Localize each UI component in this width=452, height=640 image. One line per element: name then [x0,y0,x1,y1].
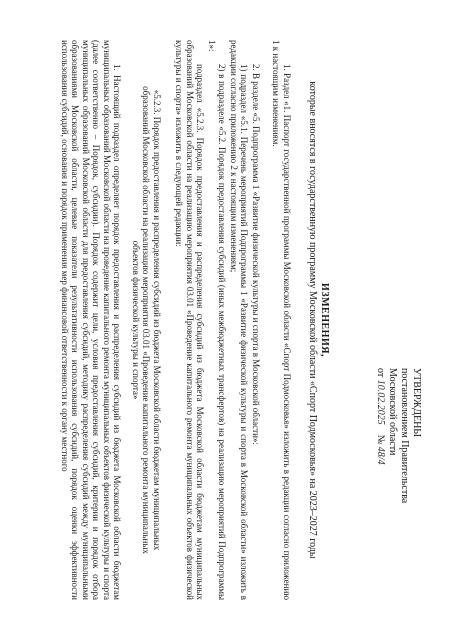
heading-subtitle: которые вносятся в государственную программу Московской области «Спорт Подмосковья» на 2023–2027 годы [307,81,318,559]
heading-title: ИЗМЕНЕНИЯ, [319,283,330,357]
approval-title: УТВЕРЖДЕНЫ [411,368,422,438]
approval-line-1: постановлением Правительства [399,368,410,504]
document-body [59,40,293,600]
approval-date-line [374,368,386,618]
approval-line-2: Московской области [387,368,398,456]
approval-number-prefix: № [375,434,386,445]
paragraph-4: 2) в подразделе «5.2. Порядок предоставления субсидий (иных межбюджетных трансфертов) на реализацию мероприятий Подпрограммы 1»: [207,40,228,600]
paragraph-3: 1) подраздел «5.1. Перечень мероприятий Подпрограммы 1 «Развитие физической культуры и спорта в Московской области» изложить в редакции согласно приложению 2 к настоящим изменениям; [229,40,250,600]
approval-number: 48/4 [375,446,386,465]
paragraph-1: 1. Раздел «1. Паспорт государственной программы Московской области «Спорт Подмосковья» изложить в редакции согласно приложению 1 к настоящим изменениям. [271,40,292,600]
document-heading [306,40,330,600]
subsection-title: «5.2.3. Порядок предоставления и распределения субсидий из бюджета Московской области бюджетам муниципальных образований Московской области на реализацию мероприятия 03.01 «Проведение капитального ремонта муниципальных объектов физической культуры и спорта» [131,86,162,554]
approval-date-prefix: от [375,368,386,378]
final-paragraph: 1. Настоящий подраздел определяет порядок предоставления и распределения субсидий из бюджета Московской области бюджетам муниципальных образований Московской области на проведение капитального ремонта муниципальных объектов физической культуры и спорта (далее соответственно – Порядок, субсидии). Порядок содержит цели, условия предоставления субсидий, критерии и порядок отбора муниципальных образований Московской области для предоставления субсидий, методику распределения субсидий между муниципальными образованиями Московской области, целевые показатели результативности использования субсидий, порядок оценки эффективности использования субсидий, основания и порядок применения мер финансовой ответственности к органу местного [60,40,123,600]
approval-date: 10.02.2025 [375,379,386,425]
paragraph-5: подраздел «5.2.3. Порядок предоставления и распределения субсидий из бюджета Московской области бюджетам муниципальных образований Московской области на реализацию мероприятия 03.01 «Проведение капитального ремонта муниципальных объектов физической культуры и спорта» изложить в следующей редакции: [174,40,206,600]
approval-stamp [374,368,422,618]
paragraph-2: 2. В разделе «5. Подпрограмма 1 «Развитие физической культуры и спорта в Московской области»: [251,64,261,445]
